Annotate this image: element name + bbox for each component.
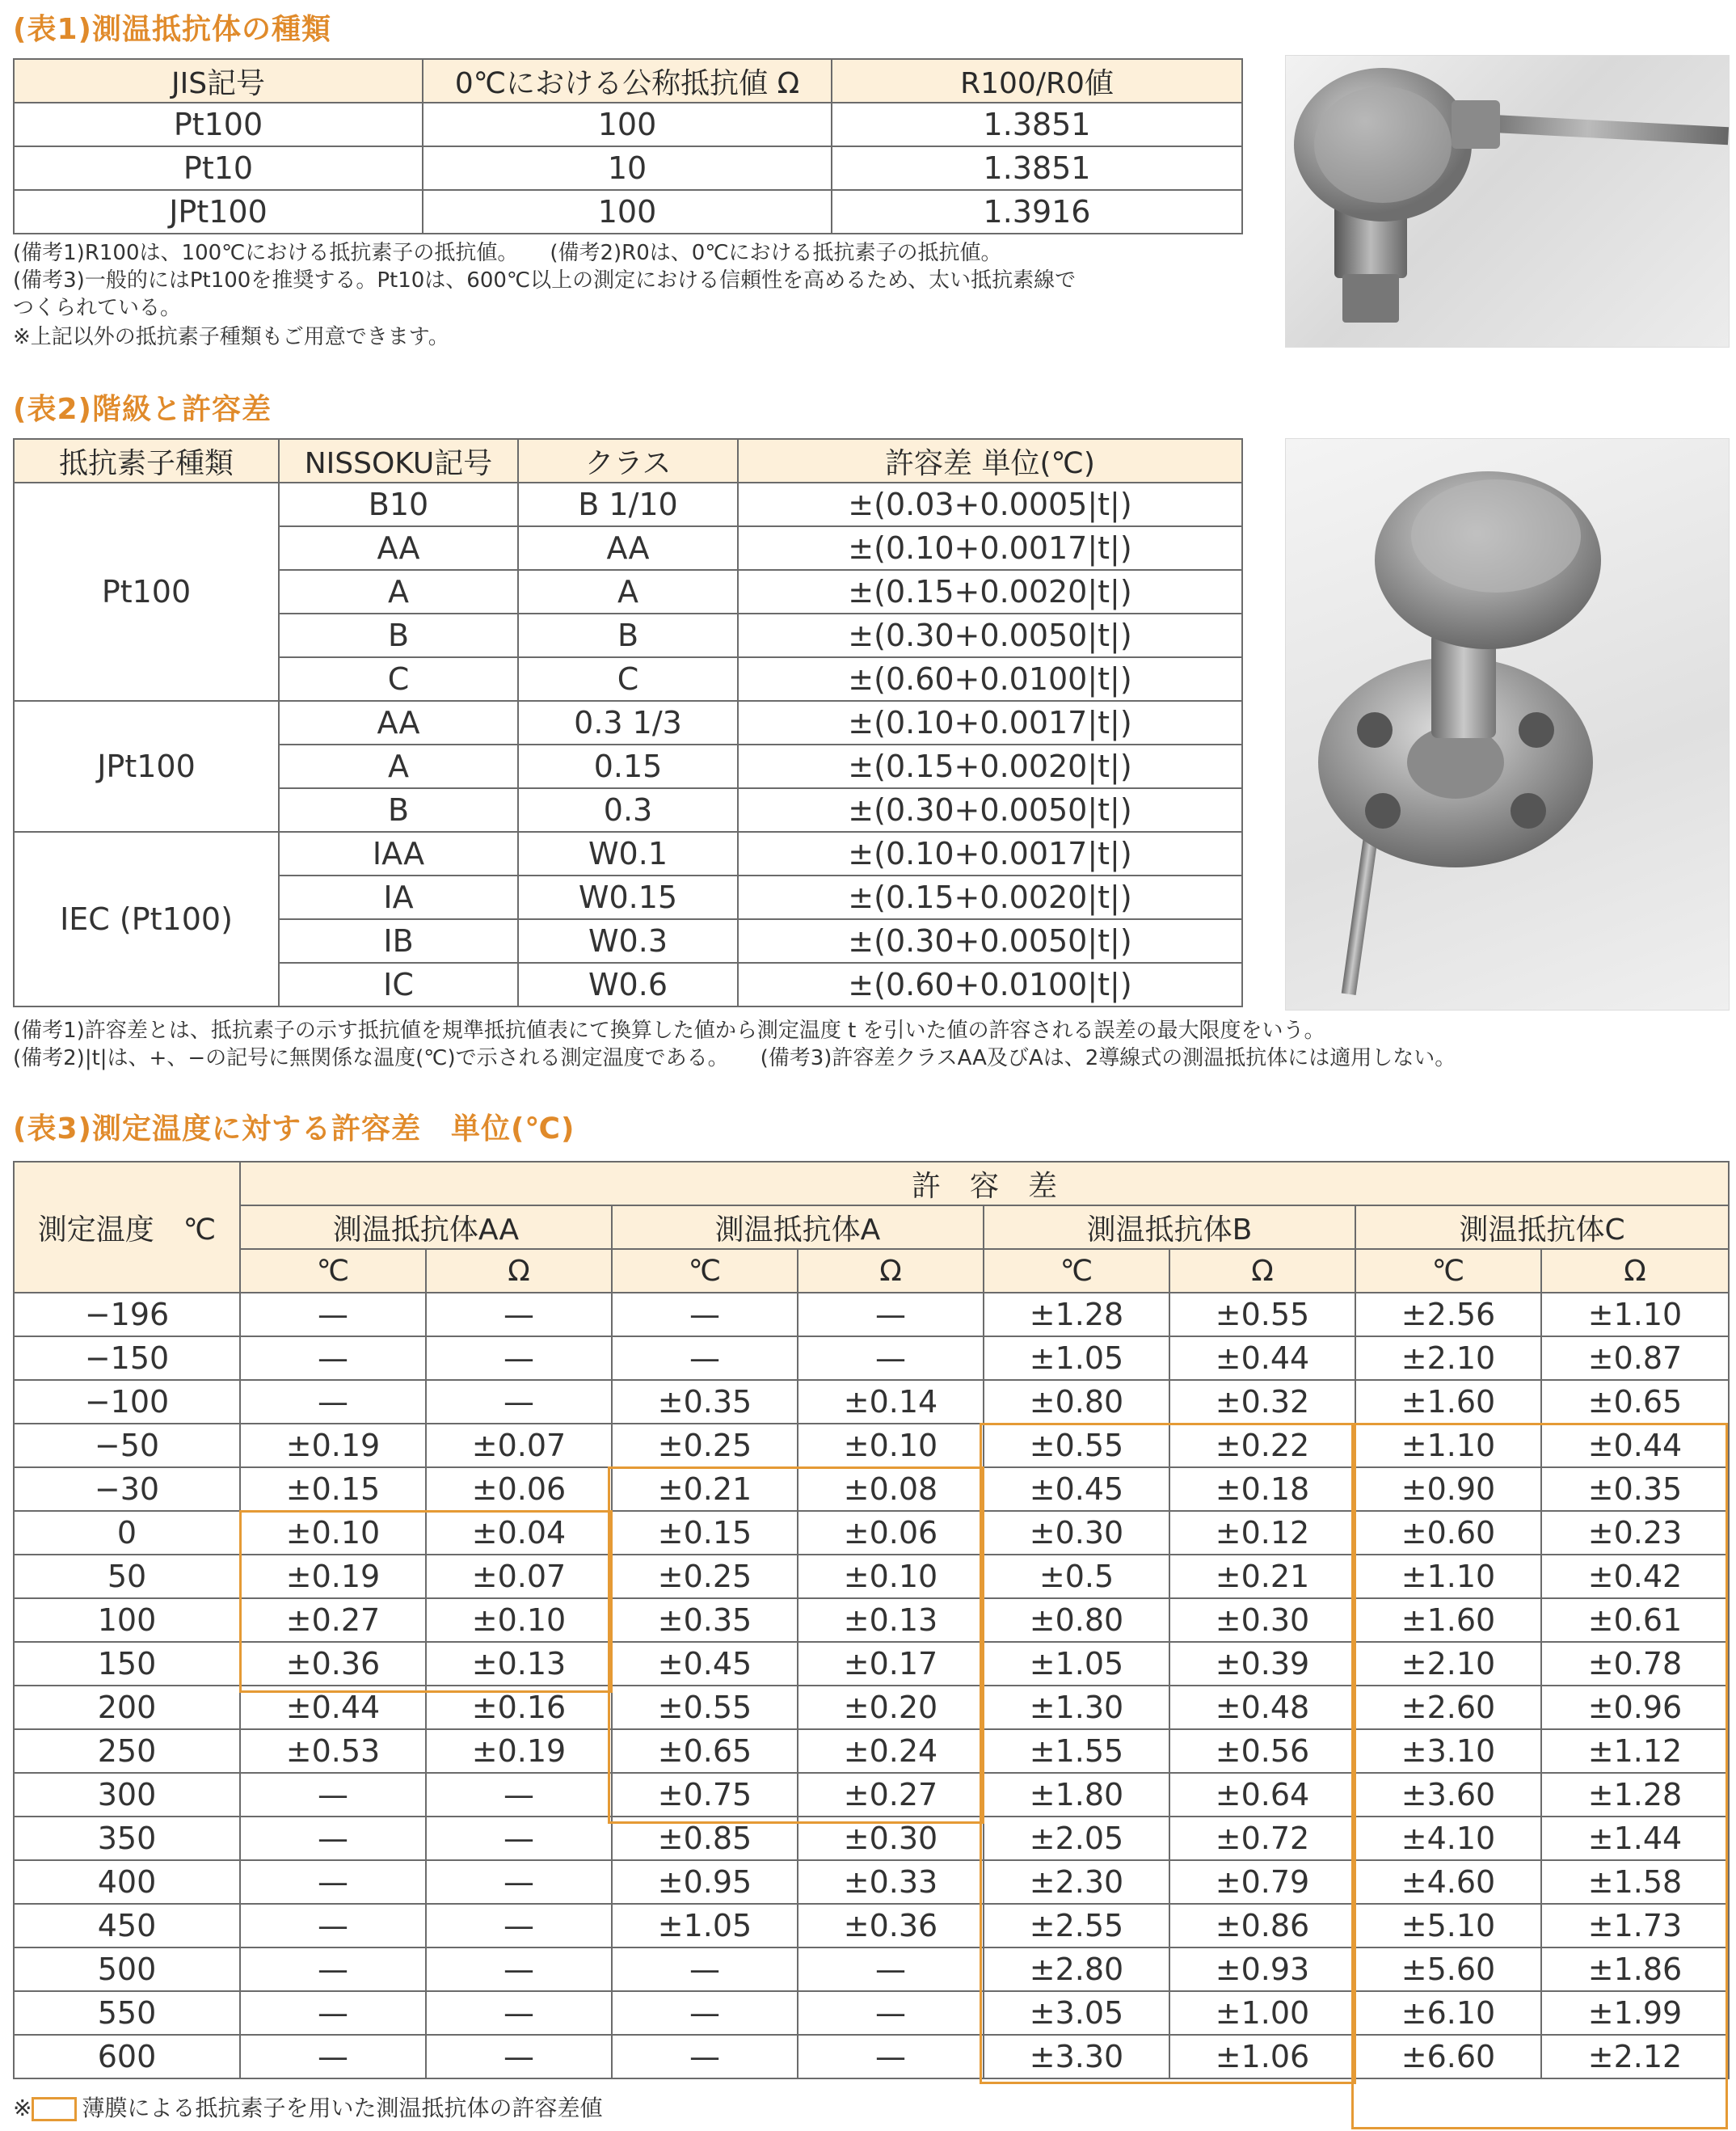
tolerance-cell: ±1.05 — [612, 1904, 798, 1947]
tolerance-cell: ±2.10 — [1355, 1336, 1541, 1380]
tolerance-cell: ±1.73 — [1541, 1904, 1729, 1947]
tolerance-cell: ±4.10 — [1355, 1817, 1541, 1860]
table2-cell: ±(0.10+0.0017|t|) — [738, 526, 1242, 570]
table1-header: 0℃における公称抵抗値 Ω — [423, 59, 832, 103]
table2-cell: 0.3 1/3 — [518, 701, 738, 745]
tolerance-cell: ±1.06 — [1169, 2035, 1355, 2078]
unit-header: ℃ — [240, 1249, 426, 1293]
table3-row — [14, 1424, 1729, 1467]
table2-cell: AA — [279, 701, 518, 745]
table2-title: (表2)階級と許容差 — [13, 393, 272, 426]
table3-row — [14, 1947, 1729, 1991]
table2-row — [14, 701, 1242, 745]
table2-cell: 0.3 — [518, 788, 738, 832]
table2-cell: W0.6 — [518, 963, 738, 1006]
tolerance-cell: ±0.85 — [612, 1817, 798, 1860]
table2-cell: ±(0.60+0.0100|t|) — [738, 963, 1242, 1006]
tolerance-cell: ±0.5 — [984, 1555, 1169, 1598]
tolerance-cell: ±0.39 — [1169, 1642, 1355, 1686]
temperature-cell: 450 — [14, 1904, 240, 1947]
legend-prefix: ※ — [13, 2095, 32, 2121]
tolerance-cell: — — [240, 2035, 426, 2078]
tolerance-cell: ±2.30 — [984, 1860, 1169, 1904]
tolerance-cell: ±3.05 — [984, 1991, 1169, 2035]
tolerance-cell: ±0.23 — [1541, 1511, 1729, 1555]
tolerance-cell: — — [240, 1860, 426, 1904]
table3-row — [14, 1991, 1729, 2035]
table1-row — [14, 103, 1242, 146]
tolerance-cell: ±0.06 — [798, 1511, 984, 1555]
tolerance-cell: — — [612, 2035, 798, 2078]
table2-cell: A — [279, 745, 518, 788]
element-type-cell: IEC (Pt100) — [14, 832, 279, 1006]
tolerance-cell: ±0.42 — [1541, 1555, 1729, 1598]
temperature-cell: −150 — [14, 1336, 240, 1380]
tolerance-cell: — — [240, 1817, 426, 1860]
temperature-cell: −196 — [14, 1293, 240, 1336]
unit-header: Ω — [1541, 1249, 1729, 1293]
tolerance-cell: ±0.25 — [612, 1555, 798, 1598]
table2-header: 抵抗素子種類 — [14, 439, 279, 483]
tolerance-cell: ±0.95 — [612, 1860, 798, 1904]
tolerance-cell: ±0.36 — [798, 1904, 984, 1947]
legend-swatch — [32, 2097, 77, 2121]
table3-row — [14, 1293, 1729, 1336]
tolerance-cell: ±1.28 — [984, 1293, 1169, 1336]
unit-header: ℃ — [984, 1249, 1169, 1293]
table2-cell: B — [518, 614, 738, 657]
table2-cell: IB — [279, 919, 518, 963]
tolerance-cell: — — [240, 1947, 426, 1991]
tolerance-cell: ±5.60 — [1355, 1947, 1541, 1991]
tolerance-cell: ±0.44 — [240, 1686, 426, 1729]
tolerance-cell: ±0.27 — [798, 1773, 984, 1817]
tolerance-cell: ±3.60 — [1355, 1773, 1541, 1817]
tolerance-cell: ±0.27 — [240, 1598, 426, 1642]
table2-row — [14, 483, 1242, 526]
tolerance-cell: ±2.56 — [1355, 1293, 1541, 1336]
table2-cell: ±(0.03+0.0005|t|) — [738, 483, 1242, 526]
table2-cell: B 1/10 — [518, 483, 738, 526]
temp-header: 測定温度 ℃ — [14, 1162, 240, 1293]
tolerance-cell: — — [798, 1336, 984, 1380]
table2-cell: ±(0.60+0.0100|t|) — [738, 657, 1242, 701]
tolerance-cell: ±0.44 — [1541, 1424, 1729, 1467]
tolerance-cell: ±0.10 — [426, 1598, 612, 1642]
table2-cell: ±(0.15+0.0020|t|) — [738, 876, 1242, 919]
table2-cell: C — [279, 657, 518, 701]
tolerance-cell: — — [240, 1904, 426, 1947]
table3-row — [14, 1555, 1729, 1598]
tolerance-cell: ±0.07 — [426, 1555, 612, 1598]
temperature-cell: 600 — [14, 2035, 240, 2078]
table1-header: JIS記号 — [14, 59, 423, 103]
tolerance-cell: ±2.60 — [1355, 1686, 1541, 1729]
tolerance-cell: ±0.10 — [798, 1424, 984, 1467]
tolerance-cell: ±0.32 — [1169, 1380, 1355, 1424]
element-type-cell: Pt100 — [14, 483, 279, 701]
tolerance-cell: ±3.10 — [1355, 1729, 1541, 1773]
table2-cell: W0.3 — [518, 919, 738, 963]
temperature-cell: 400 — [14, 1860, 240, 1904]
table1-note: (備考3)一般的にはPt100を推奨する。Pt10は、600℃以上の測定における信頼性を高めるため、太い抵抗素線で — [13, 268, 1077, 293]
tolerance-cell: ±0.15 — [612, 1511, 798, 1555]
legend-text: 薄膜による抵抗素子を用いた測温抵抗体の許容差値 — [82, 2095, 603, 2121]
table2-cell: ±(0.10+0.0017|t|) — [738, 832, 1242, 876]
group-header-aa: 測温抵抗体AA — [240, 1205, 612, 1249]
tolerance-cell: — — [426, 1904, 612, 1947]
tolerance-cell: — — [426, 1293, 612, 1336]
tolerance-cell: — — [798, 1293, 984, 1336]
tolerance-cell: ±1.05 — [984, 1642, 1169, 1686]
tolerance-cell: ±1.99 — [1541, 1991, 1729, 2035]
table2-cell: A — [518, 570, 738, 614]
tolerance-cell: ±0.35 — [1541, 1467, 1729, 1511]
tolerance-cell: ±0.90 — [1355, 1467, 1541, 1511]
table1-note: (備考1)R100は、100℃における抵抗素子の抵抗値。 (備考2)R0は、0℃における抵抗素子の抵抗値。 — [13, 241, 1002, 265]
unit-header: Ω — [426, 1249, 612, 1293]
tolerance-cell: ±0.55 — [1169, 1293, 1355, 1336]
table2-cell: C — [518, 657, 738, 701]
tolerance-cell: ±2.05 — [984, 1817, 1169, 1860]
tolerance-cell: ±1.10 — [1355, 1555, 1541, 1598]
tolerance-cell: — — [612, 1947, 798, 1991]
tolerance-cell: ±0.55 — [984, 1424, 1169, 1467]
tolerance-cell: ±0.65 — [1541, 1380, 1729, 1424]
temperature-cell: 100 — [14, 1598, 240, 1642]
tolerance-cell: ±0.56 — [1169, 1729, 1355, 1773]
tolerance-cell: — — [240, 1991, 426, 2035]
table1-cell: 1.3851 — [832, 103, 1242, 146]
tolerance-cell: — — [240, 1293, 426, 1336]
table1-row — [14, 146, 1242, 190]
tolerance-cell: — — [240, 1380, 426, 1424]
tolerance-cell: ±1.58 — [1541, 1860, 1729, 1904]
table2-cell: ±(0.15+0.0020|t|) — [738, 745, 1242, 788]
tolerance-cell: ±1.60 — [1355, 1598, 1541, 1642]
temperature-cell: 300 — [14, 1773, 240, 1817]
tolerance-cell: ±1.00 — [1169, 1991, 1355, 2035]
tolerance-cell: ±1.60 — [1355, 1380, 1541, 1424]
tolerance-cell: ±0.19 — [240, 1424, 426, 1467]
tolerance-cell: ±0.04 — [426, 1511, 612, 1555]
temperature-cell: −50 — [14, 1424, 240, 1467]
table2-cell: A — [279, 570, 518, 614]
tolerance-cell: ±1.55 — [984, 1729, 1169, 1773]
tolerance-cell: ±0.07 — [426, 1424, 612, 1467]
tolerance-cell: ±0.65 — [612, 1729, 798, 1773]
tolerance-cell: — — [426, 1817, 612, 1860]
tolerance-cell: ±4.60 — [1355, 1860, 1541, 1904]
table1-cell: 100 — [423, 103, 832, 146]
tolerance-cell: ±0.08 — [798, 1467, 984, 1511]
tolerance-cell: ±0.21 — [612, 1467, 798, 1511]
tolerance-cell: ±1.30 — [984, 1686, 1169, 1729]
group-header-b: 測温抵抗体B — [984, 1205, 1355, 1249]
table3-row — [14, 1686, 1729, 1729]
tolerance-cell: ±1.10 — [1541, 1293, 1729, 1336]
tolerance-cell: ±3.30 — [984, 2035, 1169, 2078]
tolerance-cell: ±0.60 — [1355, 1511, 1541, 1555]
table2-cell: ±(0.30+0.0050|t|) — [738, 614, 1242, 657]
table2-cell: B10 — [279, 483, 518, 526]
unit-header: ℃ — [612, 1249, 798, 1293]
tolerance-cell: ±0.36 — [240, 1642, 426, 1686]
tolerance-cell: — — [426, 2035, 612, 2078]
table1-cell: 1.3916 — [832, 190, 1242, 234]
table1-title: (表1)測温抵抗体の種類 — [13, 13, 331, 46]
tolerance-cell: ±0.20 — [798, 1686, 984, 1729]
table1-cell: Pt10 — [14, 146, 423, 190]
tolerance-cell: ±0.48 — [1169, 1686, 1355, 1729]
tolerance-cell: ±0.12 — [1169, 1511, 1355, 1555]
temperature-cell: 200 — [14, 1686, 240, 1729]
tolerance-cell: ±1.44 — [1541, 1817, 1729, 1860]
tolerance-cell: ±0.61 — [1541, 1598, 1729, 1642]
table3-row — [14, 1467, 1729, 1511]
tolerance-cell: ±0.78 — [1541, 1642, 1729, 1686]
tolerance-cell: ±0.80 — [984, 1380, 1169, 1424]
tolerance-cell: ±2.12 — [1541, 2035, 1729, 2078]
temperature-cell: 550 — [14, 1991, 240, 2035]
tolerance-cell: — — [426, 1380, 612, 1424]
tolerance-cell: ±0.13 — [426, 1642, 612, 1686]
tolerance-cell: — — [426, 1991, 612, 2035]
unit-header: Ω — [1169, 1249, 1355, 1293]
table2-cell: ±(0.30+0.0050|t|) — [738, 919, 1242, 963]
tolerance-cell: ±0.18 — [1169, 1467, 1355, 1511]
tolerance-cell: ±0.30 — [1169, 1598, 1355, 1642]
table3-row — [14, 1817, 1729, 1860]
tolerance-cell: ±0.86 — [1169, 1904, 1355, 1947]
tolerance-cell: ±0.24 — [798, 1729, 984, 1773]
tolerance-cell: — — [426, 1860, 612, 1904]
rtd-flange-photo — [1285, 438, 1730, 1011]
tolerance-cell: ±2.80 — [984, 1947, 1169, 1991]
table1-cell: 100 — [423, 190, 832, 234]
table2-cell: ±(0.30+0.0050|t|) — [738, 788, 1242, 832]
tolerance-cell: ±6.60 — [1355, 2035, 1541, 2078]
tolerance-cell: ±0.17 — [798, 1642, 984, 1686]
rtd-head-photo — [1285, 55, 1730, 348]
temperature-cell: 500 — [14, 1947, 240, 1991]
tolerance-cell: ±0.35 — [612, 1598, 798, 1642]
table3-row — [14, 1904, 1729, 1947]
table1-note: ※上記以外の抵抗素子種類もご用意できます。 — [13, 325, 449, 349]
tolerance-cell: — — [798, 1947, 984, 1991]
tolerance-cell: ±0.93 — [1169, 1947, 1355, 1991]
table1-row — [14, 190, 1242, 234]
table3-title: (表3)測定温度に対する許容差 単位(℃) — [13, 1112, 575, 1146]
tolerance-cell: — — [612, 1991, 798, 2035]
group-header-a: 測温抵抗体A — [612, 1205, 984, 1249]
table1-cell: JPt100 — [14, 190, 423, 234]
tolerance-cell: — — [612, 1336, 798, 1380]
table3-row — [14, 1729, 1729, 1773]
table3 — [13, 1161, 1730, 2079]
table3-row — [14, 2035, 1729, 2078]
tolerance-cell: — — [426, 1947, 612, 1991]
table2-cell: B — [279, 788, 518, 832]
tolerance-cell: ±0.72 — [1169, 1817, 1355, 1860]
unit-header: Ω — [798, 1249, 984, 1293]
tolerance-cell: — — [240, 1336, 426, 1380]
tolerance-cell: ±0.79 — [1169, 1860, 1355, 1904]
tolerance-cell: ±0.45 — [612, 1642, 798, 1686]
tolerance-cell: ±1.28 — [1541, 1773, 1729, 1817]
tolerance-cell: ±0.53 — [240, 1729, 426, 1773]
tolerance-cell: ±1.12 — [1541, 1729, 1729, 1773]
table1-note: つくられている。 — [13, 296, 182, 320]
table2-cell: W0.15 — [518, 876, 738, 919]
tolerance-cell: ±1.80 — [984, 1773, 1169, 1817]
table2-note: (備考1)許容差とは、抵抗素子の示す抵抗値を規準抵抗値表にて換算した値から測定温度 t を引いた値の許容される誤差の最大限度をいう。 — [13, 1019, 1325, 1043]
tolerance-cell: — — [240, 1773, 426, 1817]
tolerance-cell: ±1.10 — [1355, 1424, 1541, 1467]
table1-header: R100/R0値 — [832, 59, 1242, 103]
temperature-cell: 250 — [14, 1729, 240, 1773]
element-type-cell: JPt100 — [14, 701, 279, 832]
table1 — [13, 58, 1243, 234]
tolerance-cell: ±0.19 — [240, 1555, 426, 1598]
tolerance-cell: ±1.86 — [1541, 1947, 1729, 1991]
tolerance-cell: ±5.10 — [1355, 1904, 1541, 1947]
table3-row — [14, 1642, 1729, 1686]
table1-cell: Pt100 — [14, 103, 423, 146]
table2-cell: AA — [279, 526, 518, 570]
tolerance-cell: ±0.45 — [984, 1467, 1169, 1511]
table2-cell: B — [279, 614, 518, 657]
table2-cell: ±(0.10+0.0017|t|) — [738, 701, 1242, 745]
tolerance-cell: ±0.19 — [426, 1729, 612, 1773]
tolerance-cell: ±0.30 — [984, 1511, 1169, 1555]
tolerance-cell: ±6.10 — [1355, 1991, 1541, 2035]
tolerance-cell: — — [798, 2035, 984, 2078]
tolerance-cell: ±1.05 — [984, 1336, 1169, 1380]
unit-header: ℃ — [1355, 1249, 1541, 1293]
table3-row — [14, 1773, 1729, 1817]
tolerance-cell: ±0.15 — [240, 1467, 426, 1511]
tolerance-cell: ±0.75 — [612, 1773, 798, 1817]
temperature-cell: 350 — [14, 1817, 240, 1860]
tolerance-cell: ±0.10 — [798, 1555, 984, 1598]
legend — [13, 2095, 602, 2121]
tolerance-cell: ±0.64 — [1169, 1773, 1355, 1817]
tolerance-cell: — — [798, 1991, 984, 2035]
table2-cell: IA — [279, 876, 518, 919]
tolerance-cell: ±2.55 — [984, 1904, 1169, 1947]
temperature-cell: −100 — [14, 1380, 240, 1424]
table2-cell: IC — [279, 963, 518, 1006]
table2-cell: ±(0.15+0.0020|t|) — [738, 570, 1242, 614]
tolerance-cell: ±0.44 — [1169, 1336, 1355, 1380]
table2-header: NISSOKU記号 — [279, 439, 518, 483]
table2-cell: IAA — [279, 832, 518, 876]
table2-cell: AA — [518, 526, 738, 570]
table2 — [13, 438, 1243, 1007]
tolerance-cell: ±0.21 — [1169, 1555, 1355, 1598]
tolerance-cell: ±0.14 — [798, 1380, 984, 1424]
temperature-cell: 150 — [14, 1642, 240, 1686]
tolerance-cell: ±0.87 — [1541, 1336, 1729, 1380]
table1-cell: 1.3851 — [832, 146, 1242, 190]
tolerance-cell: ±0.55 — [612, 1686, 798, 1729]
table3-row — [14, 1336, 1729, 1380]
table3-row — [14, 1511, 1729, 1555]
table2-cell: W0.1 — [518, 832, 738, 876]
tolerance-cell: ±0.10 — [240, 1511, 426, 1555]
tolerance-cell: ±0.33 — [798, 1860, 984, 1904]
table2-cell: 0.15 — [518, 745, 738, 788]
tolerance-cell: ±0.22 — [1169, 1424, 1355, 1467]
table2-row — [14, 832, 1242, 876]
tolerance-header: 許 容 差 — [240, 1162, 1729, 1205]
tolerance-cell: ±2.10 — [1355, 1642, 1541, 1686]
tolerance-cell: — — [612, 1293, 798, 1336]
temperature-cell: 0 — [14, 1511, 240, 1555]
table2-header: クラス — [518, 439, 738, 483]
table2-header: 許容差 単位(℃) — [738, 439, 1242, 483]
table2-note: (備考2)|t|は、+、−の記号に無関係な温度(℃)で示される測定温度である。 (備考3)許容差クラスAA及びAは、2導線式の測温抵抗体には適用しない。 — [13, 1046, 1456, 1070]
tolerance-cell: ±0.06 — [426, 1467, 612, 1511]
tolerance-cell: ±0.80 — [984, 1598, 1169, 1642]
tolerance-cell: ±0.25 — [612, 1424, 798, 1467]
table1-cell: 10 — [423, 146, 832, 190]
table3-row — [14, 1598, 1729, 1642]
temperature-cell: 50 — [14, 1555, 240, 1598]
group-header-c: 測温抵抗体C — [1355, 1205, 1729, 1249]
tolerance-cell: ±0.96 — [1541, 1686, 1729, 1729]
temperature-cell: −30 — [14, 1467, 240, 1511]
table3-row — [14, 1860, 1729, 1904]
tolerance-cell: — — [426, 1773, 612, 1817]
table3-row — [14, 1380, 1729, 1424]
tolerance-cell: ±0.16 — [426, 1686, 612, 1729]
tolerance-cell: ±0.35 — [612, 1380, 798, 1424]
tolerance-cell: ±0.13 — [798, 1598, 984, 1642]
tolerance-cell: — — [426, 1336, 612, 1380]
tolerance-cell: ±0.30 — [798, 1817, 984, 1860]
